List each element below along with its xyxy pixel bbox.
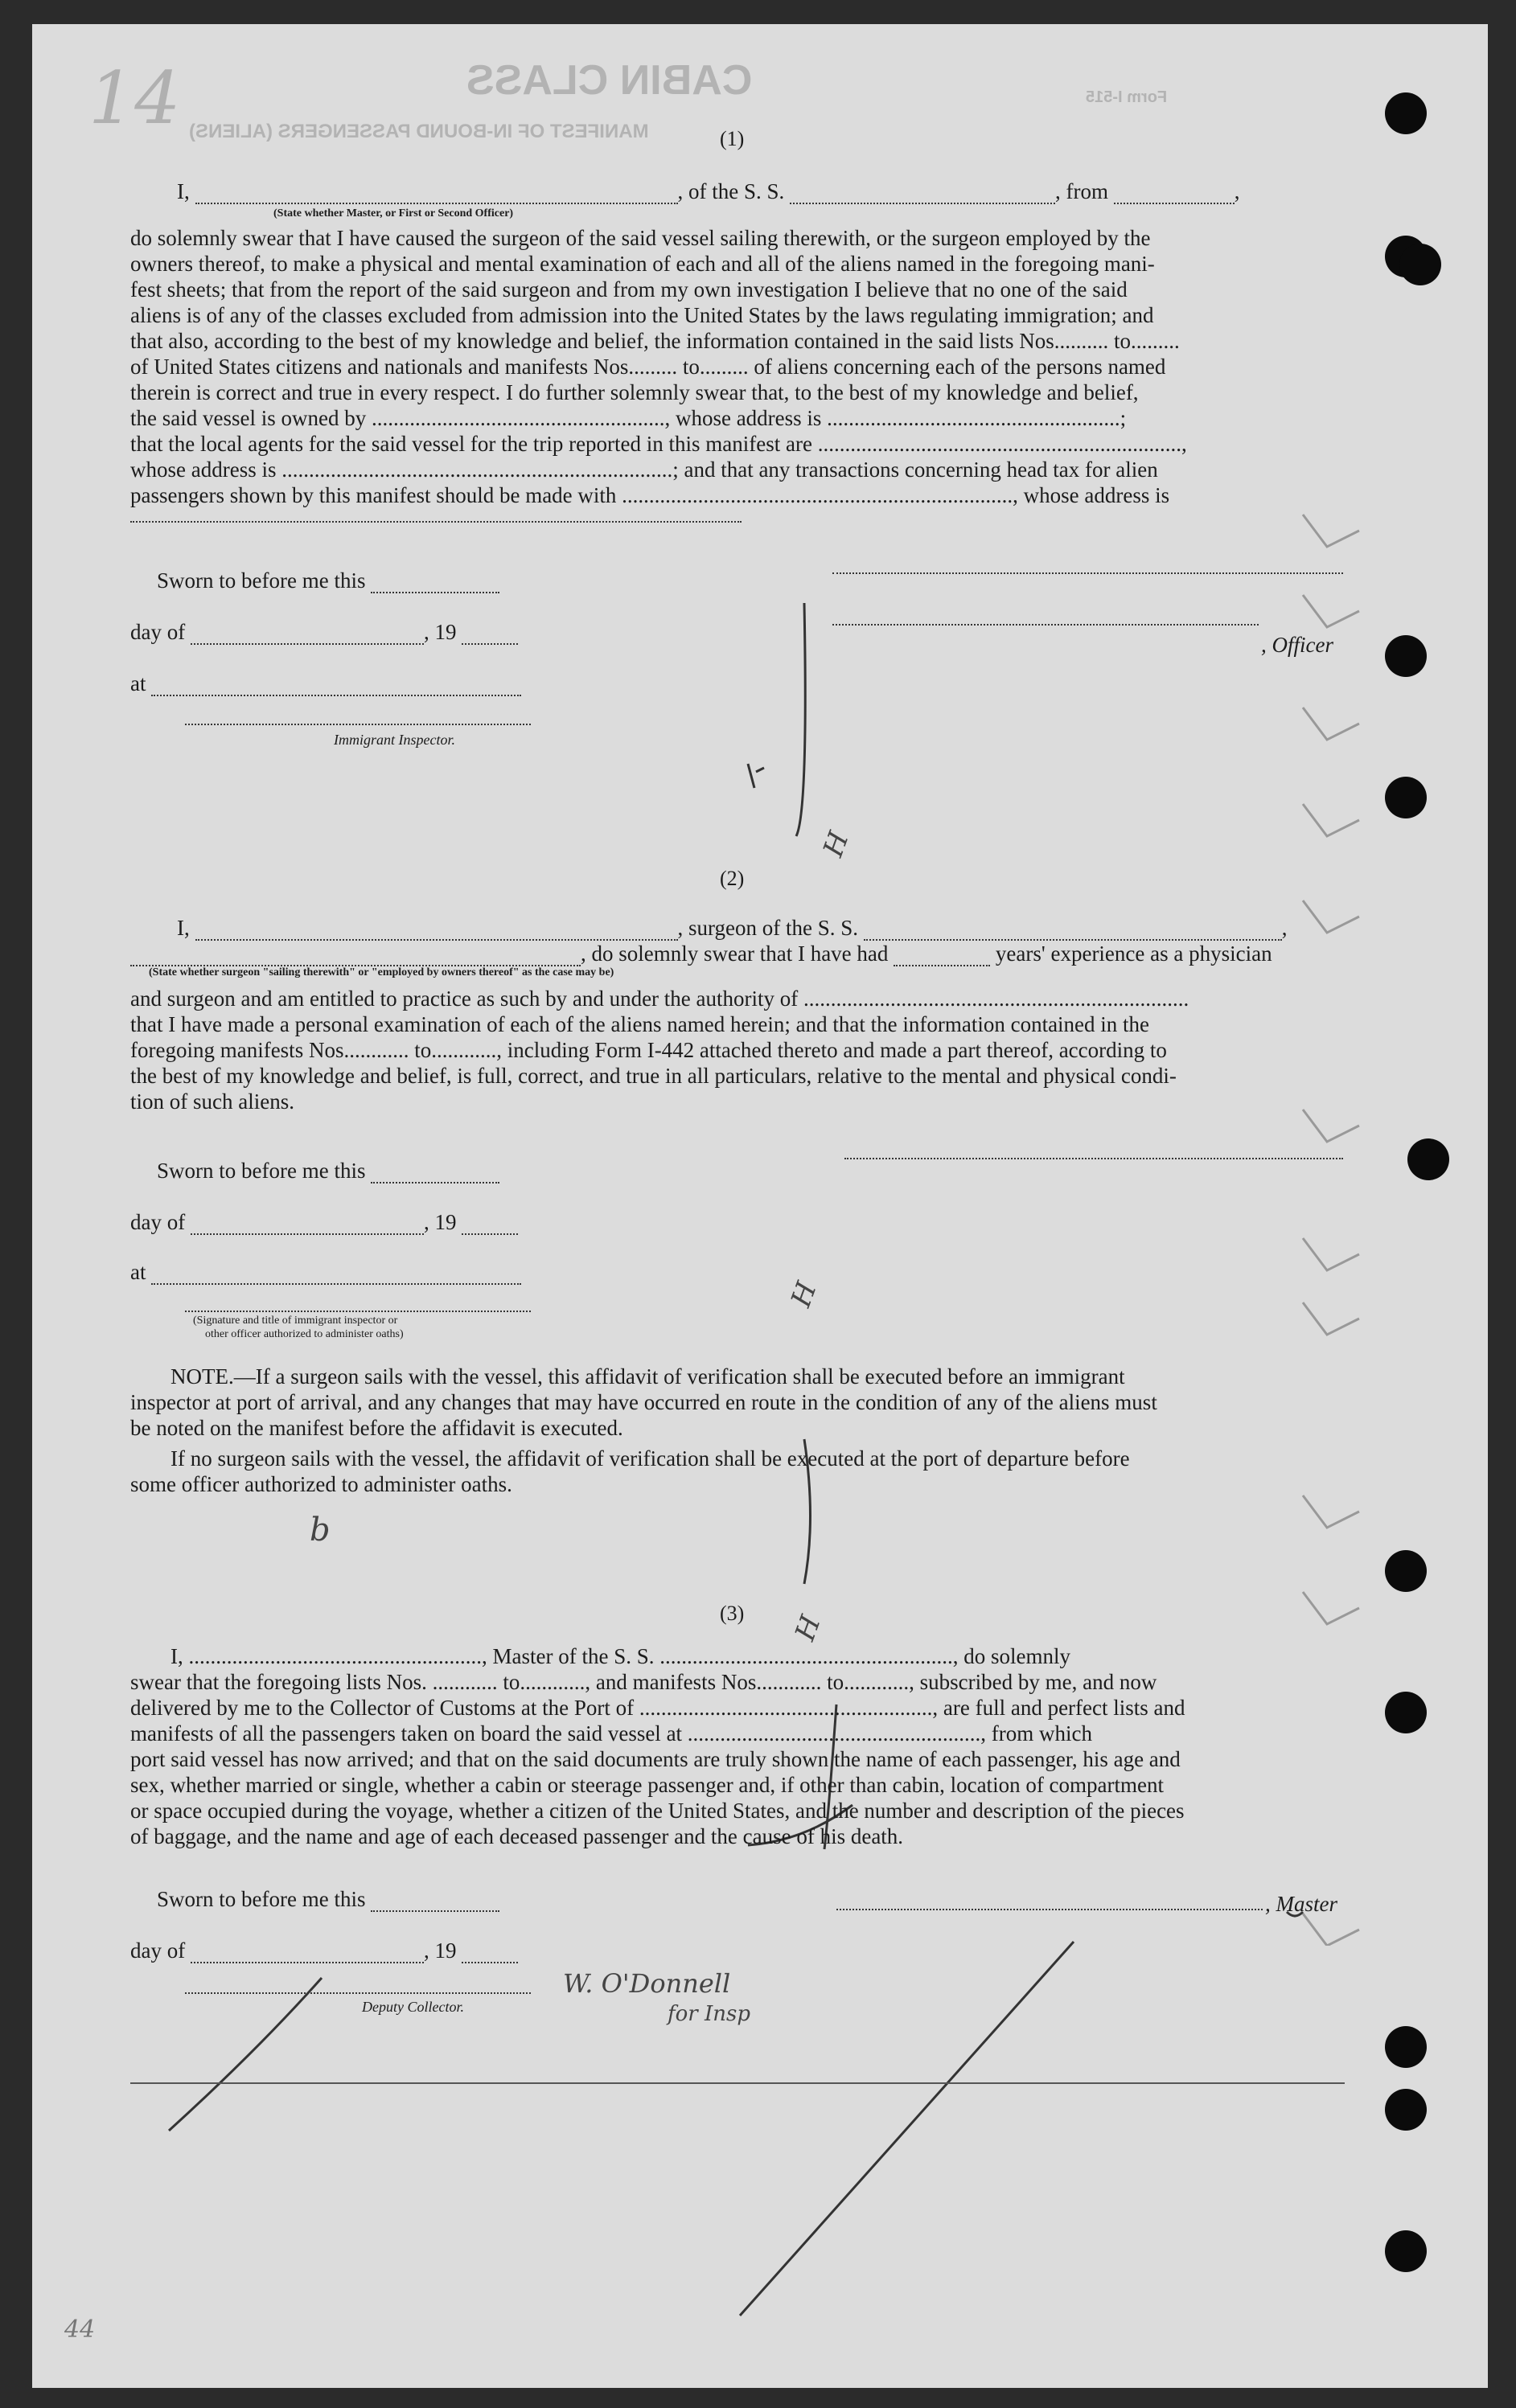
handwritten-signature-title: for Insp: [668, 2002, 750, 2026]
s3-sworn-date-field[interactable]: [371, 1894, 499, 1912]
s1-inspector-caption: Immigrant Inspector.: [334, 732, 455, 748]
s3-master-signature-line[interactable]: [836, 1909, 1263, 1910]
section-3-number: (3): [720, 1602, 745, 1625]
section1-caption: (State whether Master, or First or Second Officer): [273, 207, 514, 219]
s2-text-line: and surgeon and am entitled to practice as such by and under the authority of .......................................................................: [130, 987, 1189, 1011]
s2-at-label: at: [130, 1260, 146, 1284]
s1-text-line: of United States citizens and nationals and manifests Nos......... to......... of aliens concerning each of the persons named: [130, 355, 1166, 379]
s2-vessel-field[interactable]: [864, 923, 1282, 941]
binder-hole-icon: [1385, 2089, 1427, 2131]
binder-hole-icon: [1385, 92, 1427, 134]
s2-at-field[interactable]: [151, 1267, 521, 1285]
line-end: ,: [1234, 179, 1240, 203]
s1-year-label: , 19: [423, 620, 457, 644]
s1-text-line: do solemnly swear that I have caused the surgeon of the said vessel sailing therewith, or the surgeon employed by the: [130, 226, 1151, 250]
s3-sworn: [157, 1886, 499, 1912]
s2-at: [130, 1259, 521, 1285]
ghost-form-number: Form I-515: [1086, 88, 1168, 106]
s1-officer-label: , Officer: [1261, 633, 1333, 657]
s2-sig-caption-2: other officer authorized to administer oaths): [205, 1328, 404, 1340]
note-line: If no surgeon sails with the vessel, the affidavit of verification shall be executed at the port of departure before: [170, 1446, 1130, 1471]
handwritten-signature: W. O'Donnell: [563, 1968, 731, 1999]
s2-swear-label: , do solemnly swear that I have had: [581, 941, 889, 966]
s3-master-label: , Master: [1265, 1892, 1337, 1916]
manifest-affidavit-page: [32, 24, 1488, 2388]
section2-line2: [130, 941, 1272, 966]
surgeon-name-field[interactable]: [195, 923, 678, 941]
section2-note: [130, 1364, 1157, 1497]
s2-sworn-label: Sworn to before me this: [157, 1159, 366, 1183]
s1-text-line: therein is correct and true in every respect. I do further solemnly swear that, to the best of my knowledge and belief,: [130, 380, 1139, 404]
binder-hole-icon: [1385, 2026, 1427, 2068]
section3-paragraph: [130, 1643, 1185, 1849]
binder-hole-icon: [1407, 1138, 1449, 1180]
i-label: I,: [177, 179, 190, 203]
note-line: inspector at port of arrival, and any changes that may have occurred en route in the condition of any of the aliens must: [130, 1390, 1157, 1414]
handwritten-h-mark-2: H: [784, 1278, 824, 1311]
binder-hole-icon: [1385, 2230, 1427, 2272]
s3-day-label: day of: [130, 1938, 186, 1963]
ghost-header-manifest: MANIFEST OF IN-BOUND PASSENGERS (ALIENS): [189, 121, 649, 142]
s2-year-label: , 19: [423, 1210, 457, 1234]
s2-years-field[interactable]: [894, 949, 990, 966]
note-line: NOTE.—If a surgeon sails with the vessel, this affidavit of verification shall be executed before an immigrant: [170, 1364, 1125, 1389]
s3-text-line: manifests of all the passengers taken on board the said vessel at ......................................................, from which: [130, 1721, 1093, 1745]
s1-text-line: passengers shown by this manifest should be made with ........................................................................, whose address is: [130, 483, 1170, 507]
s1-text-line: whose address is ........................................................................; and that any transactions concerning head tax for alien: [130, 457, 1158, 482]
ghost-header-cabin-class: CABIN CLASS: [466, 57, 753, 104]
s2-text-line: tion of such aliens.: [130, 1089, 294, 1114]
note-line: some officer authorized to administer oaths.: [130, 1472, 512, 1496]
s3-sworn-label: Sworn to before me this: [157, 1887, 366, 1911]
s3-text-line: I, ......................................................, Master of the S. S. ......................................................, do solemnly: [170, 1644, 1070, 1668]
section2-paragraph: [130, 986, 1189, 1114]
from-label: , from: [1055, 179, 1108, 203]
handwritten-h-mark-1: H: [816, 827, 856, 861]
s3-day-field[interactable]: [191, 1946, 424, 1963]
s3-deputy-signature-line[interactable]: [185, 1992, 531, 1994]
s1-text-line: fest sheets; that from the report of the said surgeon and from my own investigation I believe that no one of the said: [130, 277, 1128, 302]
binder-hole-icon: [1399, 244, 1441, 285]
s1-sworn-label: Sworn to before me this: [157, 568, 366, 593]
s2-signature-line[interactable]: [185, 1311, 531, 1312]
s1-at-label: at: [130, 671, 146, 695]
s1-day-label: day of: [130, 620, 186, 644]
s2-text-line: that I have made a personal examination of each of the aliens named herein; and that the information contained in the: [130, 1012, 1150, 1036]
s2-day-field[interactable]: [191, 1217, 424, 1235]
s2-sailing-field[interactable]: [130, 949, 581, 966]
binder-hole-icon: [1385, 777, 1427, 818]
s2-surgeon-label: , surgeon of the S. S.: [677, 916, 859, 940]
s1-text-line: that also, according to the best of my knowledge and belief, the information contained in the said lists Nos.......... to.........: [130, 329, 1180, 353]
s1-text-line: that the local agents for the said vessel for the trip reported in this manifest are ...................................................................,: [130, 432, 1187, 456]
pen-strokes-icon: [32, 24, 1488, 2388]
s2-right-signature-line[interactable]: [844, 1158, 1343, 1159]
s1-text-line: the said vessel is owned by ......................................................, whose address is ......................................................;: [130, 406, 1127, 430]
s3-text-line: delivered by me to the Collector of Customs at the Port of ......................................................, are full and perfect lists and: [130, 1696, 1185, 1720]
s2-exp-label: years' experience as a physician: [995, 941, 1272, 966]
handwritten-corner-number: 14: [88, 56, 181, 141]
handwritten-strokes: [32, 24, 1488, 2388]
binder-hole-icon: [1385, 1550, 1427, 1592]
s3-text-line: of baggage, and the name and age of each deceased passenger and the cause of his death.: [130, 1824, 904, 1848]
s3-text-line: sex, whether married or single, whether a cabin or steerage passenger and, if other than cabin, location of compartment: [130, 1773, 1165, 1797]
s2-day-label: day of: [130, 1210, 186, 1234]
s2-text-line: the best of my knowledge and belief, is full, correct, and true in all particulars, relative to the mental and physical condi-: [130, 1064, 1177, 1088]
s3-text-line: or space occupied during the voyage, whether a citizen of the United States, and the number and description of the pieces: [130, 1799, 1185, 1823]
s2-year-field[interactable]: [462, 1217, 518, 1235]
s3-text-line: swear that the foregoing lists Nos. ............ to............, and manifests Nos............ to............, subscribed by me, and now: [130, 1670, 1157, 1694]
s2-day: [130, 1209, 518, 1235]
s1-text-line: aliens is of any of the classes excluded from admission into the United States by the laws regulating immigration; and: [130, 303, 1154, 327]
s2-sig-caption-1: (Signature and title of immigrant inspector or: [193, 1315, 398, 1327]
s1-text-line: owners thereof, to make a physical and mental examination of each and all of the aliens named in the foregoing mani-: [130, 252, 1155, 276]
s2-sworn-date-field[interactable]: [371, 1166, 499, 1183]
s2-sworn: [157, 1158, 499, 1183]
note-line: be noted on the manifest before the affidavit is executed.: [130, 1416, 623, 1440]
binder-hole-icon: [1385, 1692, 1427, 1733]
section-2-number: (2): [720, 867, 745, 890]
section2-line1: I, , surgeon of the S. S. ,: [177, 916, 1288, 940]
s2-i-label: I,: [177, 916, 190, 940]
handwritten-page-number: 44: [64, 2316, 96, 2344]
of-ss-label: , of the S. S.: [677, 179, 785, 203]
s3-text-line: port said vessel has now arrived; and that on the said documents are truly shown the name of each passenger, his age and: [130, 1747, 1181, 1771]
handwritten-h-mark-3: H: [788, 1611, 828, 1645]
s3-year-field[interactable]: [462, 1946, 518, 1963]
s3-year-label: , 19: [423, 1938, 457, 1963]
s3-day: [130, 1938, 518, 1963]
s3-deputy-caption: Deputy Collector.: [362, 1999, 464, 2015]
handwritten-b-mark: b: [310, 1512, 331, 1549]
section2-caption: (State whether surgeon "sailing therewith" or "employed by owners thereof" as the case may be): [149, 966, 614, 978]
section-1-number: (1): [720, 127, 745, 150]
bottom-rule: [130, 2082, 1345, 2084]
s2-text-line: foregoing manifests Nos............ to............, including Form I-442 attached thereto and made a part thereof, according to: [130, 1038, 1167, 1062]
binder-hole-icon: [1385, 635, 1427, 677]
